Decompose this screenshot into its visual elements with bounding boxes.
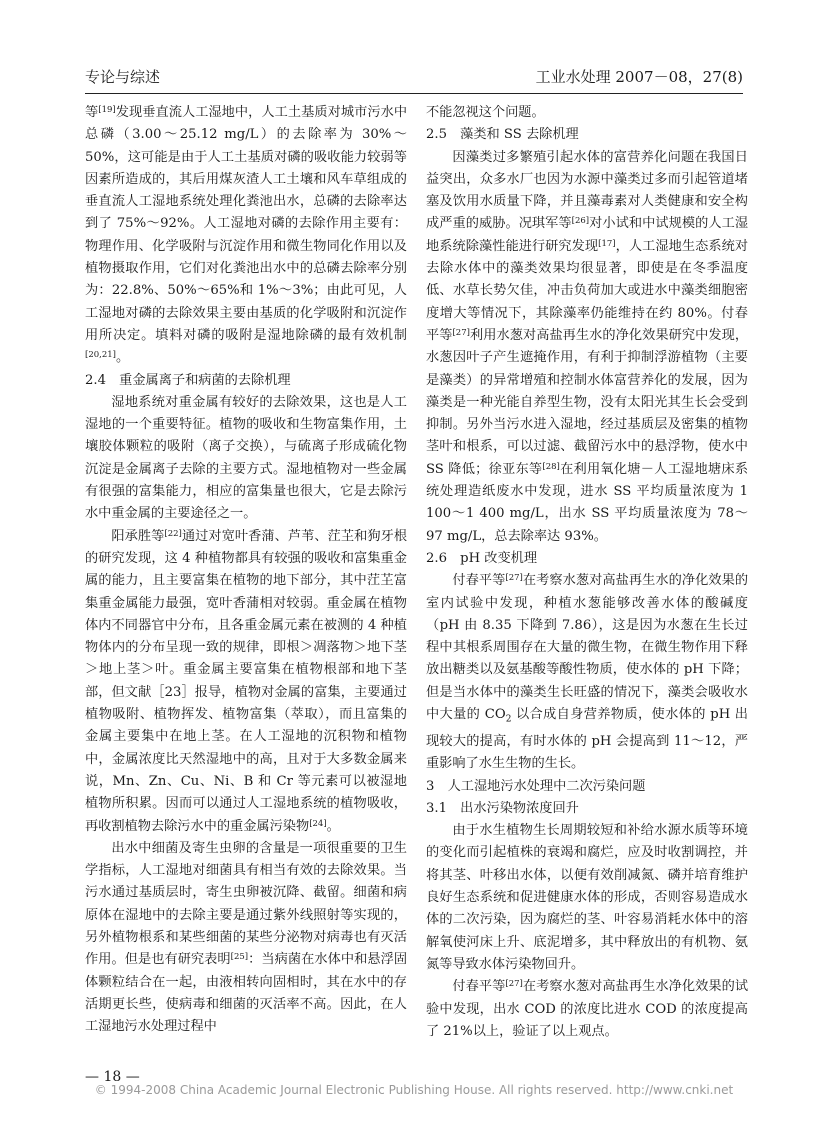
text-run: 通过对宽叶香蒲、芦苇、茳芏和狗牙根的研究发现，这 4 种植物都具有较强的吸收和富集重金属的能力，且主要富集在植物的地下部分，其中茳芏富集重金属能力最强，宽叶香蒲相对较弱。重金属在植物体内不同器官中分布，且各重金属元素在被测的 4 种植物体内的分布呈现一致的规律，即根＞凋落物＞地下茎＞地上茎＞叶。重金属主要富集在植物根部和地下茎部，但文献［23］报导，植物对金属的富集，主要通过植物吸附、植物挥发、植物富集（萃取），而且富集的金属主要集中在地上茎。在人工湿地的沉积物和植物中，金属浓度比天然湿地中的高，且对于大多数金属来说，Mn、Zn、Cu、Ni、B 和 Cr 等元素可以被湿地植物所积累。因而可以通过人工湿地系统的植物吸收，再收割植物去除污水中的重金属污染物 [85,528,408,834]
section-heading-2-5: 2.5 藻类和 SS 去除机理 [426,127,579,143]
text-run: 出水中细菌及寄生虫卵的含量是一项很重要的卫生学指标，人工湿地对细菌具有相当有效的去除效果。当污水通过基质层时，寄生虫卵被沉降、截留。细菌和病原体在湿地中的去除主要是通过紫外线照射等实现的，另外植物根系和某些细菌的某些分泌物对病毒也有灭活作用。但是也有研究表明 [85,840,407,968]
citation-26: [26] [571,216,590,227]
running-header-section: 专论与综述 [85,68,161,86]
citation-17: [17] [598,238,616,249]
paragraph-ph-change [426,570,748,775]
paragraph-bacteria-removal [85,838,407,1039]
text-run: 。 [326,818,340,834]
citation-28: [28] [542,461,560,472]
section-heading-3: 3 人工湿地污水处理中二次污染问题 [426,778,646,794]
text-run: 付春平等 [452,979,506,995]
text-run: 付春平等 [452,573,506,589]
subscript-2: 2 [505,714,512,725]
paragraph-plant-enrichment [85,526,407,838]
section-heading-2-4: 2.4 重金属离子和病菌的去除机理 [85,372,291,388]
text-run: ，人工湿地生态系统对去除水体中的藻类效果均很显著，即使是在冬季温度低、水草长势欠佳，冲击负荷加大或进水中藻类细胞密度增大等情况下，其除藻率仍能维持在约 80%。付春平等 [426,238,749,343]
text-run: 对小试和中试规模的人工湿地系统除藻性能进行研究发现 [426,216,749,254]
citation-27: [27] [505,573,523,584]
text-run: 在考察水葱对高盐再生水净化效果的试验中发现，出水 COD 的浓度比进水 COD 的浓度提高了 21%以上，验证了以上观点。 [426,979,749,1039]
left-column [85,102,407,1038]
citation-19: [19] [98,105,116,115]
paragraph-continuation: 不能忽视这个问题。 [426,105,545,120]
text-run: 等 [85,105,99,120]
right-column [426,102,748,1043]
page-number: — 18 — [85,1069,140,1085]
paragraph-cod-increase [426,976,748,1043]
section-heading-2-6: 2.6 pH 改变机理 [426,550,538,566]
section-heading-3-1: 3.1 出水污染物浓度回升 [426,800,579,816]
text-run: 因藻类过多繁殖引起水体的富营养化问题在我国日益突出，众多水厂也因为水源中藻类过多而引起管道堵塞及饮用水质量下降，并且藻毒素对人类健康和安全构成严重的威胁。况琪军等 [426,149,748,232]
text-run: 以合成自身营养物质，使水体的 pH 出现较大的提高，有时水体的 pH 会提高到 11～12，严重影响了水生生物的生长。 [426,707,748,772]
citation-25: [25] [230,952,249,963]
text-run: ：当病菌在水体中和悬浮固体颗粒结合在一起，由液相转向固相时，其在水中的存活期更长些，使病毒和细菌的灭活率不高。因此，在人工湿地污水处理过程中 [85,952,408,1035]
citation-27: [27] [505,979,523,990]
text-run: 在考察水葱对高盐再生水的净化效果的室内试验中发现，种植水葱能够改善水体的酸碱度（pH 由 8.35 下降到 7.86），这是因为水葱在生长过程中其根系周围存在大量的微生物，在微生物作用下释放出糖类以及氨基酸等酸性物质，使水体的 pH 下降；但是当水体中的藻类生长旺盛的情况下，藻类会吸收水中大量的 CO [426,573,749,723]
running-header-journal: 工业水处理 2007－08，27(8) [535,68,743,86]
header-divider [85,93,743,94]
text-run: 。 [115,350,130,366]
citation-20-21: [20,21] [85,350,116,361]
paragraph-algae-ss [426,147,748,548]
copyright-footer: © 1994-2008 China Academic Journal Electronic Publishing House. All rights reserved. http://www.cnki.net [94,1083,734,1097]
text-run: 在利用氧化塘－人工湿地塘床系统处理造纸废水中发现，进水 SS 平均质量浓度为 1 100～1 400 mg/L，出水 SS 平均质量浓度为 78～97 mg/L，总去除率达 93%。 [426,461,749,544]
text-run: 利用水葱对高盐再生水的净化效果研究中发现，水葱因叶子产生遮掩作用，有利于抑制浮游植物（主要是藻类）的异常增殖和控制水体富营养化的发展，因为藻类是一种光能自养型生物，没有太阳光其生长会受到抑制。另外当污水进入湿地，经过基质层及密集的植物茎叶和根系，可以过滤、截留污水中的悬浮物，使水中 SS 降低；徐亚东等 [426,327,749,477]
paragraph-phosphorus-removal [85,102,407,370]
paragraph-heavy-metal-intro: 湿地系统对重金属有较好的去除效果，这也是人工湿地的一个重要特征。植物的吸收和生物富集作用，土壤胶体颗粒的吸附（离子交换），与硫离子形成硫化物沉淀是金属离子去除的主要方式。湿地植物对一些金属有很强的富集能力，相应的富集量也很大，它是去除污水中重金属的主要途径之一。 [85,394,407,522]
citation-22: [22] [164,528,182,539]
text-run: 发现垂直流人工湿地中，人工土基质对城市污水中总磷（3.00～25.12 mg/L）的去除率为 30%～50%，这可能是由于人工土基质对磷的吸收能力较弱等因素所造成的，其后用煤灰渣人工土壤和风车草组成的垂直流人工湿地系统处理化粪池出水，总磷的去除率达到了 75%～92%。人工湿地对磷的去除作用主要有：物理作用、化学吸附与沉淀作用和微生物同化作用以及植物摄取作用，它们对化粪池出水中的总磷去除率分别为：22.8%、50%～65%和 1%～3%；由此可见，人工湿地对磷的去除效果主要由基质的化学吸附和沉淀作用所决定。填料对磷的吸附是湿地除磷的最有效机制 [85,105,408,343]
citation-27: [27] [452,327,470,338]
citation-24: [24] [309,818,327,829]
paragraph-secondary-pollution: 由于水生植物生长周期较短和补给水源水质等环境的变化而引起植株的衰竭和腐烂，应及时收割调控，并将其茎、叶移出水体，以便有效削减氮、磷并培育维护良好生态系统和促进健康水体的形成，否则容易造成水体的二次污染，因为腐烂的茎、叶容易消耗水体中的溶解氧使河床上升、底泥增多，其中释放出的有机物、氨氮等导致水体污染物回升。 [426,823,748,972]
text-run: 阳承胜等 [111,528,165,544]
